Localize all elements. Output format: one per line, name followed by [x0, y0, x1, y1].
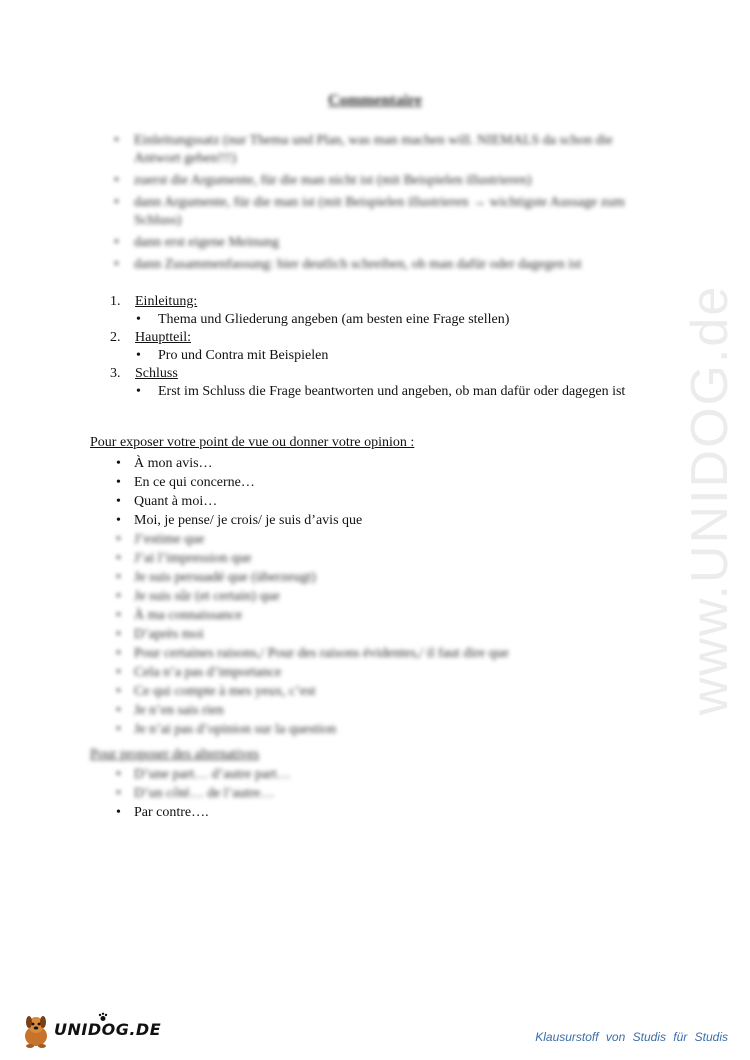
alternative-phrase-blurred: • D’un côté… de l’autre…: [112, 784, 632, 803]
structure-detail: • Erst im Schluss die Frage beantworten und angeben, ob man dafür oder dagegen ist: [110, 383, 670, 401]
alternative-phrase: • Par contre….: [112, 803, 632, 822]
opinion-phrase: • Moi, je pense/ je crois/ je suis d’avis que: [112, 511, 632, 530]
page-title: Commentaire: [328, 92, 422, 109]
structure-detail: • Thema und Gliederung angeben (am besten eine Frage stellen): [110, 311, 670, 329]
structure-heading: Schluss: [135, 366, 178, 381]
structure-number: 2.: [110, 330, 121, 345]
logo-text: UNIDOG.DE: [54, 1020, 162, 1039]
intro-bullet: • dann erst eigene Meinung: [110, 234, 650, 252]
opinion-phrase-blurred: • À ma connaissance: [112, 606, 632, 625]
opinion-phrase-blurred: • D’après moi: [112, 625, 632, 644]
opinion-phrase: • À mon avis…: [112, 454, 632, 473]
structure-item: [110, 329, 670, 347]
opinion-section-heading: Pour exposer votre point de vue ou donner votre opinion :: [90, 435, 415, 450]
intro-bullet: • dann Argumente, für die man ist (mit Beispielen illustrieren → wichtigste Aussage zum Schluss): [110, 194, 650, 230]
opinion-phrase-blurred: • Je suis persuadé que (überzeugt): [112, 568, 632, 587]
unidog-watermark: www.UNIDOG.de: [681, 284, 739, 716]
alternative-phrase-blurred: • D’une part… d’autre part…: [112, 765, 632, 784]
opinion-phrase-blurred: • Cela n’a pas d’importance: [112, 663, 632, 682]
footer-tagline: Klausurstoff von Studis für Studis: [535, 1030, 728, 1044]
structure-item: [110, 365, 670, 383]
opinion-phrase-list: [112, 454, 632, 739]
alternatives-section-heading: Pour proposer des alternatives: [90, 747, 260, 762]
opinion-phrase-blurred: • Pour certaines raisons,/ Pour des raisons évidentes,/ il faut dire que: [112, 644, 632, 663]
intro-bullet: • dann Zusammenfassung: hier deutlich schreiben, ob man dafür oder dagegen ist: [110, 256, 650, 274]
intro-bullet-list: [110, 132, 650, 278]
structure-heading: Hauptteil:: [135, 330, 191, 345]
opinion-phrase-blurred: • Je n’en sais rien: [112, 701, 632, 720]
structure-number: 3.: [110, 366, 121, 381]
opinion-phrase-blurred: • Je n’ai pas d’opinion sur la question: [112, 720, 632, 739]
intro-bullet: • zuerst die Argumente, für die man nicht ist (mit Beispielen illustrieren): [110, 172, 650, 190]
opinion-phrase-blurred: • J’estime que: [112, 530, 632, 549]
structure-heading: Einleitung:: [135, 294, 198, 309]
opinion-phrase: • Quant à moi…: [112, 492, 632, 511]
unidog-logo: [20, 1012, 160, 1050]
intro-bullet: • Einleitungssatz (nur Thema und Plan, was man machen will. NIEMALS da schon die Antwort geben!!!): [110, 132, 650, 168]
opinion-phrase-blurred: • J’ai l’impression que: [112, 549, 632, 568]
opinion-phrase: • En ce qui concerne…: [112, 473, 632, 492]
alternatives-phrase-list: [112, 765, 632, 822]
dog-mascot-icon: [20, 1012, 54, 1050]
structure-item: [110, 293, 670, 311]
structure-number: 1.: [110, 294, 121, 309]
opinion-phrase-blurred: • Je suis sûr (et certain) que: [112, 587, 632, 606]
opinion-phrase-blurred: • Ce qui compte à mes yeux, c’est: [112, 682, 632, 701]
structure-detail: • Pro und Contra mit Beispielen: [110, 347, 670, 365]
structure-list: [110, 293, 670, 401]
